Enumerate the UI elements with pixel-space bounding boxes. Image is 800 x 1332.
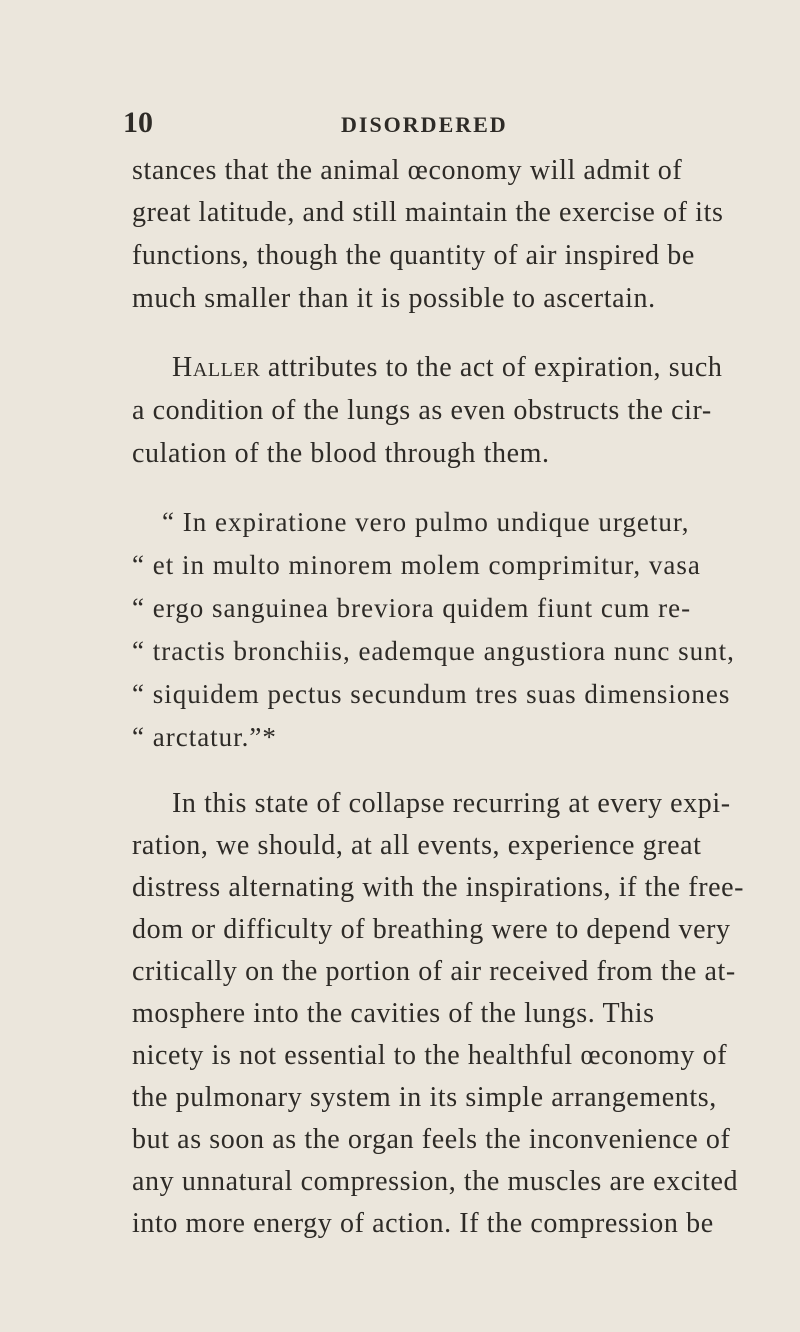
text-line: into more energy of action. If the compression be xyxy=(132,1208,714,1239)
text-line: nicety is not essential to the healthful œconomy of xyxy=(132,1040,728,1071)
text-line: distress alternating with the inspirations, if the free- xyxy=(132,872,745,903)
quote-line: “ et in multo minorem molem comprimitur, vasa xyxy=(132,550,701,580)
text-line: functions, though the quantity of air inspired be xyxy=(132,240,695,271)
text-line: stances that the animal œconomy will admit of xyxy=(132,155,683,186)
text-line: mosphere into the cavities of the lungs. This xyxy=(132,998,655,1029)
text-line: ration, we should, at all events, experience great xyxy=(132,830,702,861)
text-line: Haller attributes to the act of expiration, such xyxy=(172,352,723,383)
text-line: critically on the portion of air received from the at- xyxy=(132,956,736,987)
text-line: great latitude, and still maintain the exercise of its xyxy=(132,197,724,228)
author-name: Haller xyxy=(172,352,261,383)
page-number: 10 xyxy=(123,106,153,139)
page-header xyxy=(123,106,723,146)
quote-line: “ ergo sanguinea breviora quidem fiunt cum re- xyxy=(132,593,692,623)
text-line: In this state of collapse recurring at every expi- xyxy=(172,788,731,819)
text-line: much smaller than it is possible to ascertain. xyxy=(132,283,656,314)
text-line: culation of the blood through them. xyxy=(132,438,550,469)
text-line: any unnatural compression, the muscles are excited xyxy=(132,1166,739,1197)
text-line: a condition of the lungs as even obstructs the cir- xyxy=(132,395,712,426)
quote-line: “ arctatur.”* xyxy=(132,722,277,752)
running-head: DISORDERED xyxy=(341,112,508,137)
text-line: but as soon as the organ feels the inconvenience of xyxy=(132,1124,731,1155)
quote-line: “ In expiratione vero pulmo undique urgetur, xyxy=(162,507,690,537)
quote-line: “ siquidem pectus secundum tres suas dimensiones xyxy=(132,679,731,709)
text-line: dom or difficulty of breathing were to depend very xyxy=(132,914,731,945)
quote-line: “ tractis bronchiis, eademque angustiora nunc sunt, xyxy=(132,636,735,666)
text-line: the pulmonary system in its simple arrangements, xyxy=(132,1082,717,1113)
